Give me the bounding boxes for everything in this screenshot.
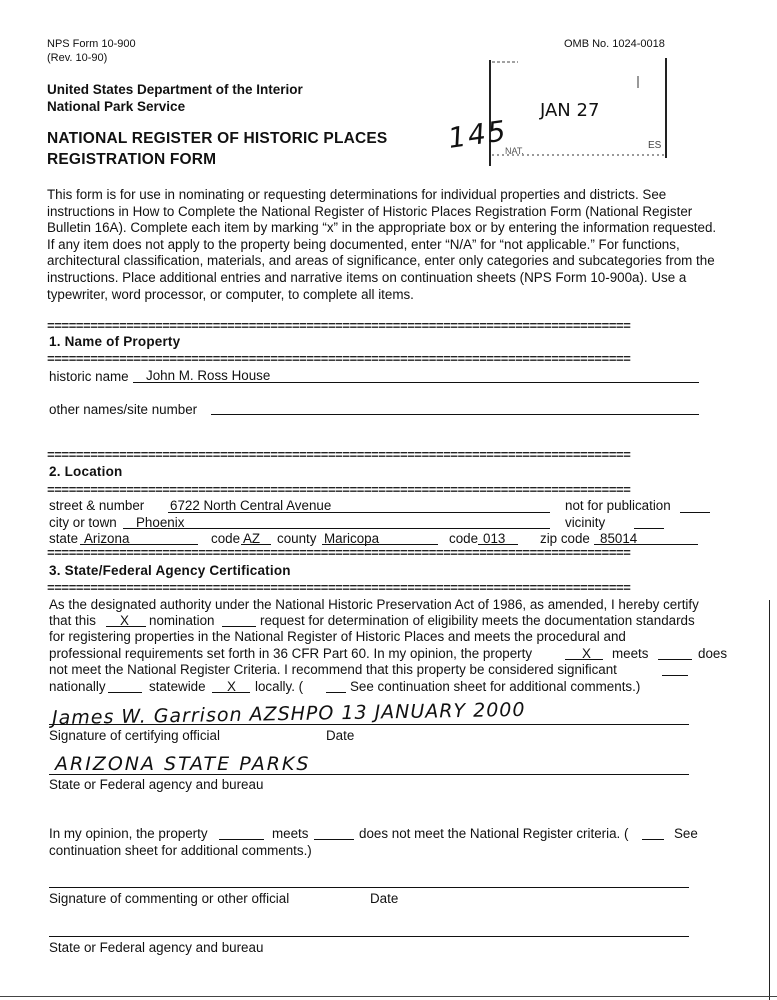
- state-field[interactable]: Arizona: [84, 531, 130, 546]
- section2-heading: 2. Location: [49, 464, 123, 479]
- certification-text: nationally: [49, 679, 106, 694]
- state-code-field[interactable]: AZ: [243, 531, 261, 546]
- stamp-partial-right: ES: [648, 140, 662, 151]
- page-subtitle: REGISTRATION FORM: [47, 151, 217, 168]
- commenting-signature-line[interactable]: [49, 887, 689, 888]
- continuation-checkbox[interactable]: [326, 692, 346, 693]
- date-label: Date: [326, 728, 355, 743]
- nationally-checkbox[interactable]: [108, 692, 142, 693]
- county-field[interactable]: Maricopa: [324, 531, 380, 546]
- scan-edge: [0, 996, 777, 997]
- section3-heading: 3. State/Federal Agency Certification: [49, 563, 291, 578]
- rule: =================================================================================: [47, 585, 631, 594]
- historic-name-field[interactable]: John M. Ross House: [146, 368, 271, 383]
- certification-line: for registering properties in the National Register of Historic Places and meets the procedural and: [49, 629, 626, 644]
- opinion-meets-checkbox[interactable]: [219, 839, 264, 840]
- opinion-text: See: [674, 826, 698, 841]
- scan-edge: [769, 600, 770, 1000]
- stamp-partial-left: NAT.: [505, 146, 524, 156]
- rule: =================================================================================: [47, 550, 631, 559]
- city-field[interactable]: Phoenix: [136, 515, 185, 530]
- not-for-publication-label: not for publication: [565, 498, 671, 513]
- handwritten-number: 145: [445, 114, 510, 155]
- signature-label: Signature of certifying official: [49, 728, 220, 743]
- certification-text: that this: [49, 613, 96, 628]
- agency-label: State or Federal agency and bureau: [49, 777, 264, 792]
- county-code-label: code: [449, 531, 479, 546]
- certification-line: not meet the National Register Criteria. I recommend that this property be considered significant: [49, 662, 617, 677]
- rule: =================================================================================: [47, 323, 631, 332]
- city-label: city or town: [49, 515, 117, 530]
- omb-number: OMB No. 1024-0018: [564, 38, 665, 50]
- meets-mark: X: [582, 646, 591, 661]
- page-title: NATIONAL REGISTER OF HISTORIC PLACES: [47, 130, 388, 147]
- does-not-meet-checkbox[interactable]: [658, 659, 692, 660]
- certification-text: does: [698, 646, 728, 661]
- certification-text: professional requirements set forth in 36 CFR Part 60. In my opinion, the property: [49, 646, 533, 661]
- other-names-field[interactable]: [211, 414, 699, 415]
- stamp-date: JAN 27: [540, 100, 600, 121]
- opinion-text: does not meet the National Register criteria. (: [359, 826, 629, 841]
- service-name: National Park Service: [47, 99, 186, 114]
- certifying-signature: James W. Garrison AZSHPO 13 JANUARY 2000: [51, 698, 526, 730]
- commenting-date-label: Date: [370, 891, 399, 906]
- rule: =================================================================================: [47, 487, 631, 496]
- state-label: state: [49, 531, 79, 546]
- certification-text: request for determination of eligibility meets the documentation standards: [260, 613, 695, 628]
- agency-line[interactable]: [49, 774, 689, 775]
- opinion-not-meet-checkbox[interactable]: [314, 839, 354, 840]
- commenting-signature-label: Signature of commenting or other official: [49, 891, 290, 906]
- zip-label: zip code: [540, 531, 590, 546]
- certification-text: nomination: [149, 613, 215, 628]
- opinion-text: continuation sheet for additional comments.): [49, 843, 312, 858]
- certification-text: locally. (: [255, 679, 304, 694]
- certifying-signature-line[interactable]: [49, 724, 689, 725]
- opinion-text: In my opinion, the property: [49, 826, 208, 841]
- request-checkbox[interactable]: [222, 626, 256, 627]
- street-label: street & number: [49, 498, 145, 513]
- county-code-field[interactable]: 013: [483, 531, 506, 546]
- section1-heading: 1. Name of Property: [49, 334, 181, 349]
- commenting-agency-label: State or Federal agency and bureau: [49, 940, 264, 955]
- opinion-text: meets: [272, 826, 309, 841]
- department-name: United States Department of the Interior: [47, 82, 303, 97]
- city-line: [123, 528, 550, 529]
- certification-text: meets: [612, 646, 649, 661]
- other-names-label: other names/site number: [49, 402, 198, 417]
- vicinity-label: vicinity: [565, 515, 606, 530]
- commenting-agency-line[interactable]: [49, 936, 689, 937]
- rule: =================================================================================: [47, 356, 631, 365]
- intro-paragraph: This form is for use in nominating or requesting determinations for individual properties and districts. See instructions in How to Complete the National Register of Historic Places Registration Form (National Register Bulletin 16A). Complete each item by marking “x” in the appropriate box or by entering the information requested. If any item does not apply to the property being documented, enter “N/A” for “not applicable.” For functions, architectural classification, materials, and areas of significance, enter only categories and subcategories from the instructions. Place additional entries and narrative items on continuation sheets (NPS Form 10-900a). Use a typewriter, word processor, or computer, to complete all items.: [47, 187, 717, 302]
- rule: =================================================================================: [47, 452, 631, 461]
- certification-text: See continuation sheet for additional comments.): [350, 679, 641, 694]
- nomination-mark: X: [120, 613, 129, 628]
- significance-field[interactable]: [662, 675, 688, 676]
- certification-text: statewide: [149, 679, 206, 694]
- agency-handwritten: ARIZONA STATE PARKS: [55, 753, 311, 775]
- certification-line: As the designated authority under the National Historic Preservation Act of 1986, as amended, I hereby certify: [49, 597, 699, 612]
- opinion-continuation-checkbox[interactable]: [642, 839, 664, 840]
- zip-field[interactable]: 85014: [600, 531, 638, 546]
- vicinity-field[interactable]: [634, 528, 664, 529]
- historic-name-label: historic name: [49, 369, 129, 384]
- county-label: county: [277, 531, 317, 546]
- state-code-label: code: [211, 531, 241, 546]
- form-revision: (Rev. 10-90): [47, 52, 108, 64]
- form-number: NPS Form 10-900: [47, 38, 136, 50]
- not-for-publication-field[interactable]: [680, 512, 710, 513]
- locally-mark: X: [227, 679, 236, 694]
- street-field[interactable]: 6722 North Central Avenue: [170, 498, 332, 513]
